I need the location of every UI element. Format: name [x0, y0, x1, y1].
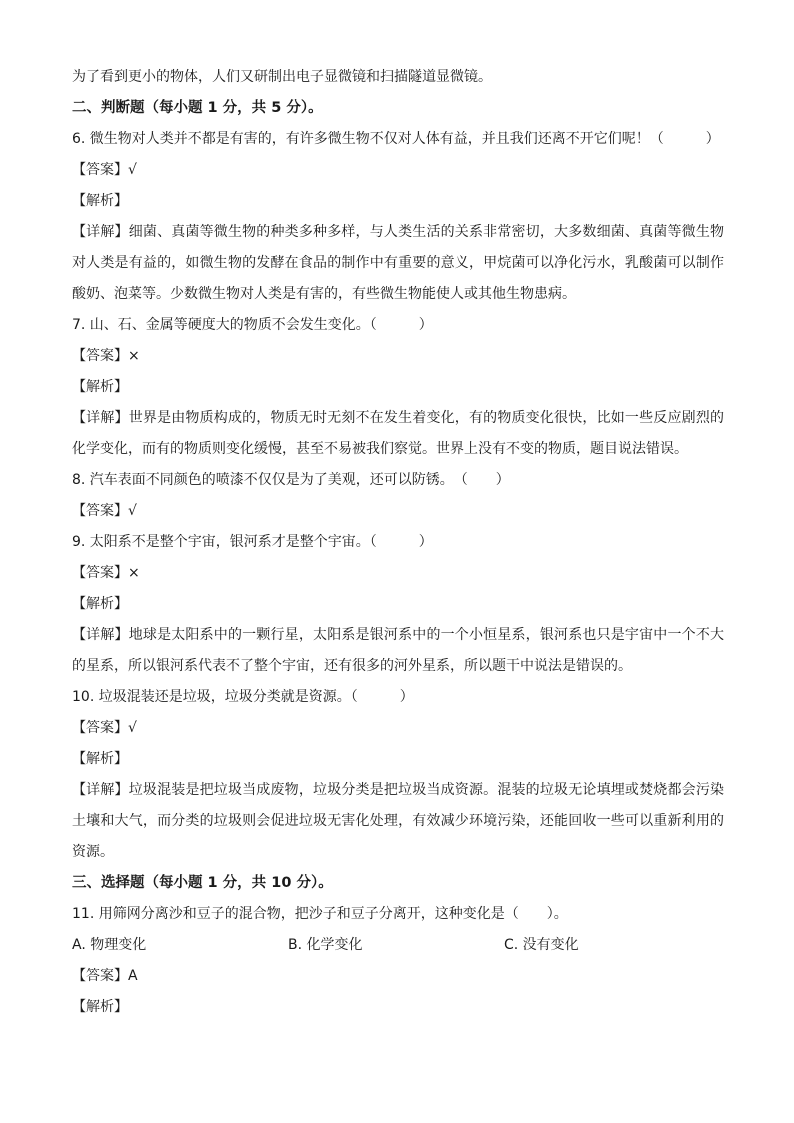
question-11-options — [72, 930, 724, 961]
answer-8: 【答案】√ — [72, 503, 137, 519]
answer-7: 【答案】× — [72, 348, 140, 364]
document-page — [72, 62, 724, 1023]
option-c: C. 没有变化 — [504, 937, 579, 953]
detail-9: 【详解】地球是太阳系中的一颗行星，太阳系是银河系中的一个小恒星系，银河系也只是宇宙中一个不大的星系，所以银河系代表不了整个宇宙，还有很多的河外星系，所以题干中说法是错误的。 — [72, 627, 724, 674]
answer-9: 【答案】× — [72, 565, 140, 581]
analysis-label-7: 【解析】 — [72, 379, 128, 395]
option-a: A. 物理变化 — [72, 937, 147, 953]
answer-10: 【答案】√ — [72, 720, 137, 736]
detail-7: 【详解】世界是由物质构成的，物质无时无刻不在发生着变化，有的物质变化很快，比如一些反应剧烈的化学变化，而有的物质则变化缓慢，甚至不易被我们察觉。世界上没有不变的物质，题目说法错误。 — [72, 410, 724, 457]
question-8: 8. 汽车表面不同颜色的喷漆不仅仅是为了美观，还可以防锈。 （ ） — [72, 472, 510, 488]
question-9: 9. 太阳系不是整个宇宙，银河系才是整个宇宙。（ ） — [72, 534, 433, 550]
detail-6: 【详解】细菌、真菌等微生物的种类多种多样，与人类生活的关系非常密切，大多数细菌、真菌等微生物对人类是有益的，如微生物的发酵在食品的制作中有重要的意义，甲烷菌可以净化污水，乳酸菌可以制作酸奶、泡菜等。少数微生物对人类是有害的，有些微生物能使人或其他生物患病。 — [72, 224, 724, 302]
question-6: 6. 微生物对人类并不都是有害的，有许多微生物不仅对人体有益，并且我们还离不开它们呢！（ ） — [72, 131, 720, 147]
analysis-label-6: 【解析】 — [72, 193, 128, 209]
question-10: 10. 垃圾混装还是垃圾，垃圾分类就是资源。（ ） — [72, 689, 414, 705]
question-11: 11. 用筛网分离沙和豆子的混合物，把沙子和豆子分离开，这种变化是（ ）。 — [72, 906, 568, 922]
option-b: B. 化学变化 — [288, 937, 363, 953]
analysis-label-10: 【解析】 — [72, 751, 128, 767]
intro-text: 为了看到更小的物体，人们又研制出电子显微镜和扫描隧道显微镜。 — [72, 69, 492, 85]
analysis-label-11: 【解析】 — [72, 999, 128, 1015]
section-heading-judgement: 二、判断题（每小题 1 分，共 5 分）。 — [72, 100, 323, 116]
analysis-label-9: 【解析】 — [72, 596, 128, 612]
answer-11: 【答案】A — [72, 968, 138, 984]
question-7: 7. 山、石、金属等硬度大的物质不会发生变化。（ ） — [72, 317, 433, 333]
detail-10: 【详解】垃圾混装是把垃圾当成废物，垃圾分类是把垃圾当成资源。混装的垃圾无论填埋或焚烧都会污染土壤和大气，而分类的垃圾则会促进垃圾无害化处理，有效减少环境污染，还能回收一些可以重新利用的资源。 — [72, 782, 724, 860]
section-heading-choice: 三、选择题（每小题 1 分，共 10 分）。 — [72, 875, 333, 891]
answer-6: 【答案】√ — [72, 162, 137, 178]
